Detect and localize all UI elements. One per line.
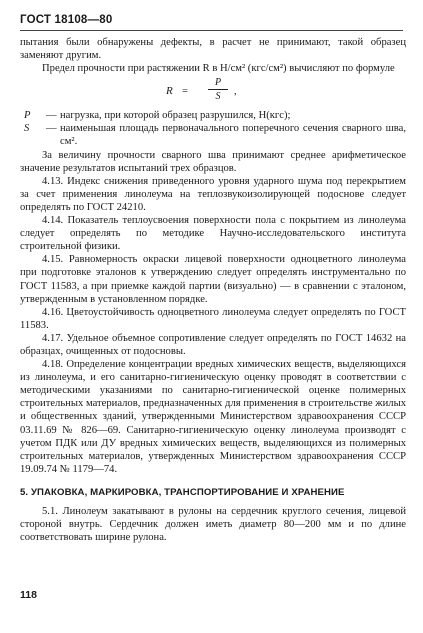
definition-p xyxy=(20,109,406,122)
definition-symbol-s: S xyxy=(24,123,30,135)
standard-code-header: ГОСТ 18108—80 xyxy=(20,14,113,26)
paragraph-4-17: 4.17. Удельное объемное сопротивление следует определять по ГОСТ 14632 на образцах, очищенных от подосновы. xyxy=(20,332,406,357)
definition-dash: — xyxy=(46,123,57,135)
paragraph-4-13: 4.13. Индекс снижения приведенного уровня ударного шума под перекрытием за счет применения линолеума на теплозвукоизолирующей подоснове следует определять по ГОСТ 24210. xyxy=(20,175,406,213)
formula-numerator: P xyxy=(214,77,222,89)
definition-text-s: наименьшая площадь первоначального поперечного сечения сварного шва, см². xyxy=(60,123,406,148)
formula-equals: = xyxy=(182,86,188,98)
definition-symbol-p: P xyxy=(24,110,31,122)
fraction-bar xyxy=(208,89,228,90)
paragraph-4-16: 4.16. Цветоустойчивость одноцветного линолеума следует определять по ГОСТ 11583. xyxy=(20,306,406,331)
definition-s xyxy=(20,122,406,148)
paragraph-5-1: 5.1. Линолеум закатывают в рулоны на сердечник круглого сечения, лицевой стороной внутрь. Сердечник должен иметь диаметр 80—200 мм и по длине соответствовать ширине рулона. xyxy=(20,506,406,544)
paragraph-average: За величину прочности сварного шва принимают среднее арифметическое значение результатов испытаний трех образцов. xyxy=(20,149,406,174)
paragraph-continuation: пытания были обнаружены дефекты, в расчет не принимают, такой образец заменяют другим. xyxy=(20,37,406,62)
paragraph-4-14: 4.14. Показатель теплоусвоения поверхности пола с покрытием из линолеума следует определять по методике Научно-исследовательского института строительной физики. xyxy=(20,215,406,253)
paragraph-tensile-strength: Предел прочности при растяжении R в Н/см² (кгс/см²) вычисляют по формуле xyxy=(42,63,395,75)
formula-comma: , xyxy=(234,86,237,98)
page-number: 118 xyxy=(20,589,37,601)
definition-text-p: нагрузка, при которой образец разрушился, Н(кгс); xyxy=(60,110,291,122)
header-rule xyxy=(20,30,403,31)
formula-denominator: S xyxy=(215,91,221,103)
paragraph-4-15: 4.15. Равномерность окраски лицевой поверхности одноцветного линолеума при подготовке эталонов к утверждению следует определять инструментально по ГОСТ 11583, а при приемке каждой партии (визуально) — в сравнении с эталоном, утвержденным в установленном порядке. xyxy=(20,254,406,305)
section-title-5: 5. УПАКОВКА, МАРКИРОВКА, ТРАНСПОРТИРОВАНИЕ И ХРАНЕНИЕ xyxy=(20,486,345,498)
formula-lhs: R xyxy=(166,85,173,98)
page-body xyxy=(20,36,406,544)
formula-fraction xyxy=(208,77,228,102)
paragraph-4-18: 4.18. Определение концентрации вредных химических веществ, выделяющихся из линолеума, и его санитарно-гигиеническую оценку проводят в соответствии с методическими указаниями по санитарно-гигиенической оценке полимерных строительных материалов, предназначенных для применения в строительстве жилых и общественных зданий, утвержденными Министерством здравоохранения СССР 03.11.69 № 826—69. Санитарно-гигиеническую оценку линолеума производят с учетом ПДК или ДУ вредных химических веществ, выделяющихся из полимерных строительных материалов, утвержденных Министерством здравоохранения СССР 19.09.74 № 1179—74. xyxy=(20,359,406,475)
formula-tensile-strength xyxy=(20,75,406,109)
definition-dash: — xyxy=(46,110,57,122)
